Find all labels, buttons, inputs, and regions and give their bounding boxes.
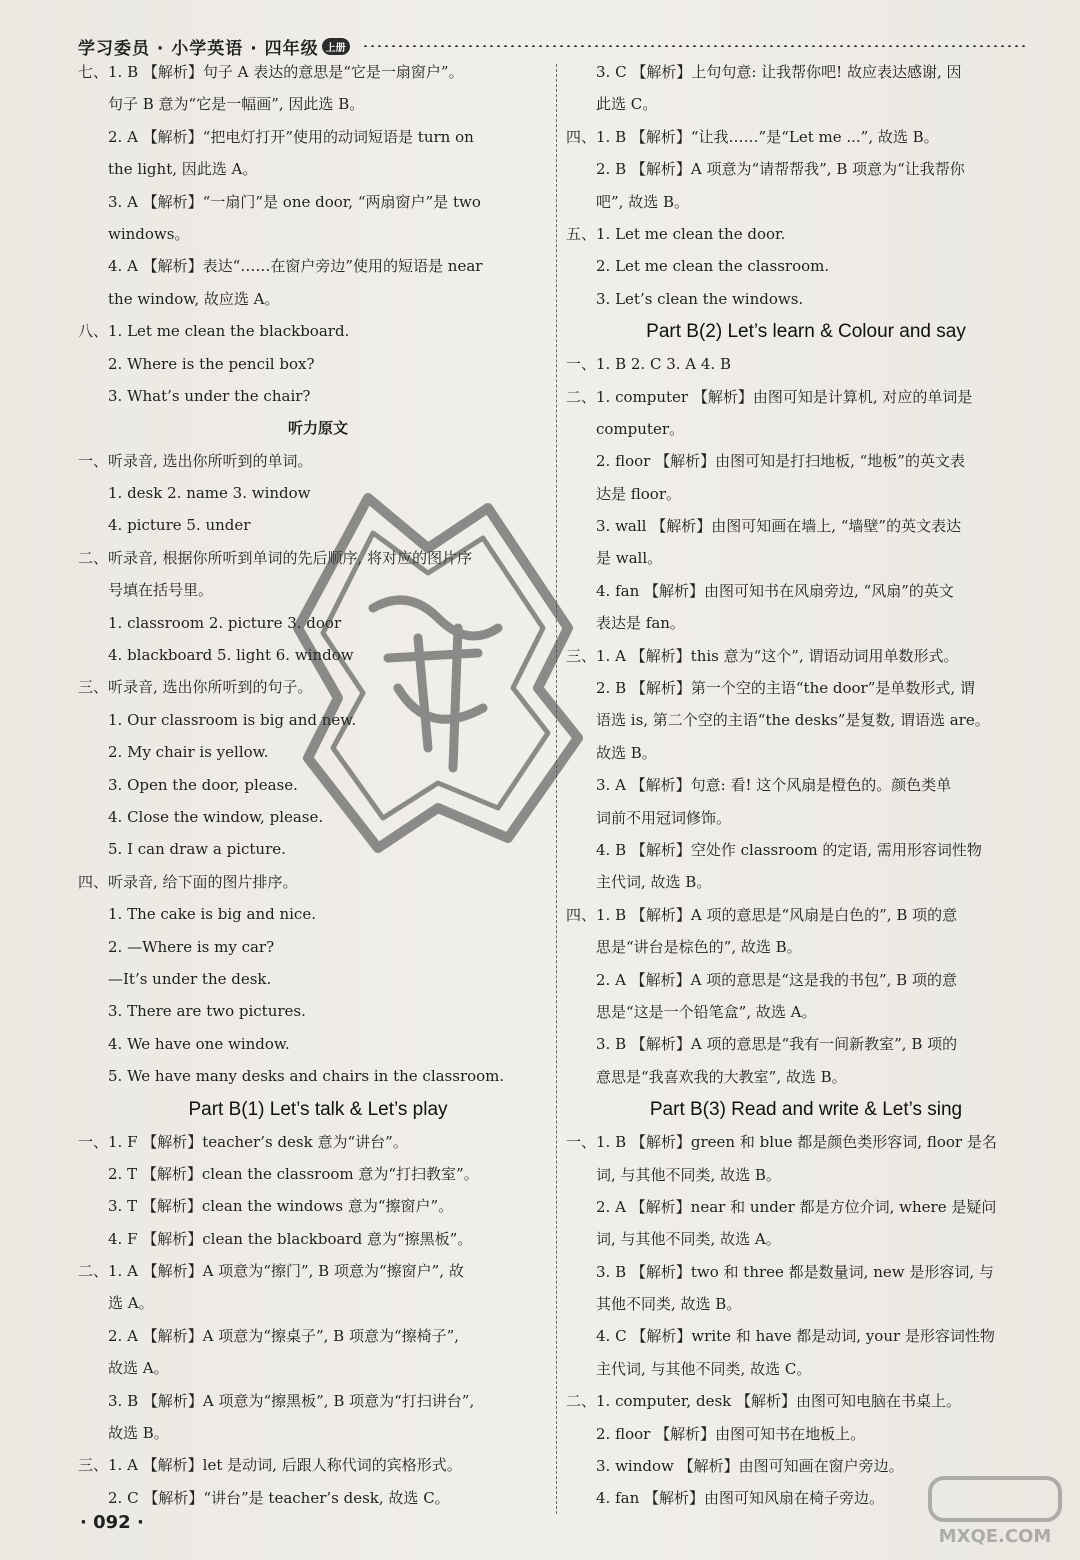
answer-line: 表达是 fan。	[596, 614, 685, 633]
answer-line: 4. blackboard 5. light 6. window	[108, 646, 354, 665]
answer-line: 4. picture 5. under	[108, 516, 251, 535]
answer-line: 吧”, 故选 B。	[596, 192, 689, 211]
answer-line: 是 wall。	[596, 549, 663, 568]
answer-line: 3. wall 【解析】由图可知画在墙上, “墙壁”的英文表达	[596, 517, 962, 536]
answer-line: 3. T 【解析】clean the windows 意为“擦窗户”。	[108, 1197, 454, 1216]
answer-line: 2. A 【解析】“把电灯打开”使用的动词短语是 turn on	[108, 127, 474, 146]
answer-line: 句子 B 意为“它是一幅画”, 因此选 B。	[108, 95, 365, 114]
answer-line: 3. B 【解析】A 项意为“擦黑板”, B 项意为“打扫讲台”,	[108, 1391, 475, 1410]
answer-line: 其他不同类, 故选 B。	[596, 1295, 742, 1314]
answer-line: 4. fan 【解析】由图可知书在风扇旁边, “风扇”的英文	[596, 581, 954, 600]
answer-line: 思是“讲台是棕色的”, 故选 B。	[596, 938, 802, 957]
answer-line: 4. We have one window.	[108, 1034, 290, 1053]
answer-line: 四、1. B 【解析】“让我……”是“Let me ...”, 故选 B。	[566, 127, 939, 146]
answer-line: 3. window 【解析】由图可知画在窗户旁边。	[596, 1457, 904, 1476]
answer-line: 三、1. A 【解析】this 意为“这个”, 谓语动词用单数形式。	[566, 646, 959, 665]
answer-line: 2. floor 【解析】由图可知是打扫地板, “地板”的英文表	[596, 452, 965, 471]
answer-line: 故选 B。	[596, 743, 657, 762]
header-dotted-rule	[362, 45, 1028, 47]
answer-line: 词, 与其他不同类, 故选 B。	[596, 1165, 781, 1184]
answer-line: 意思是“我喜欢我的大教室”, 故选 B。	[596, 1067, 847, 1086]
answer-line: 选 A。	[108, 1294, 154, 1313]
answer-line: 词, 与其他不同类, 故选 A。	[596, 1230, 781, 1249]
answer-line: 三、1. A 【解析】let 是动词, 后跟人称代词的宾格形式。	[78, 1456, 462, 1475]
answer-line: 3. A 【解析】句意: 看! 这个风扇是橙色的。颜色类单	[596, 776, 952, 795]
answer-line: 语选 is, 第二个空的主语“the desks”是复数, 谓语选 are。	[596, 711, 990, 730]
section-heading: Part B(1) Let’s talk & Let’s play	[188, 1098, 448, 1120]
answer-line: 4. C 【解析】write 和 have 都是动词, your 是形容词性物	[596, 1327, 995, 1346]
answer-line: 一、1. B 2. C 3. A 4. B	[566, 355, 731, 374]
watermark-text: MXQE.COM	[938, 1526, 1052, 1547]
header-title: 学习委员 · 小学英语 · 四年级	[78, 38, 319, 59]
answer-line: 3. There are two pictures.	[108, 1002, 306, 1021]
answer-line: 一、1. B 【解析】green 和 blue 都是颜色类形容词, floor 是名	[566, 1133, 997, 1152]
right-column	[566, 56, 1046, 1515]
answer-line: 4. A 【解析】表达“……在窗户旁边”使用的短语是 near	[108, 257, 483, 276]
answer-line: 4. B 【解析】空处作 classroom 的定语, 需用形容词性物	[596, 840, 982, 859]
answer-line: 2. B 【解析】A 项意为“请帮帮我”, B 项意为“让我帮你	[596, 160, 965, 179]
answer-line: 四、1. B 【解析】A 项的意思是“风扇是白色的”, B 项的意	[566, 905, 958, 924]
answer-line: 2. —Where is my car?	[108, 937, 275, 956]
answer-line: 4. F 【解析】clean the blackboard 意为“擦黑板”。	[108, 1229, 473, 1248]
answer-line: 此选 C。	[596, 95, 658, 114]
answer-line: 号填在括号里。	[108, 581, 214, 600]
answer-line: 2. Let me clean the classroom.	[596, 257, 830, 276]
answer-line: 2. A 【解析】A 项的意思是“这是我的书包”, B 项的意	[596, 970, 957, 989]
answer-line: 3. B 【解析】A 项的意思是“我有一间新教室”, B 项的	[596, 1035, 958, 1054]
answer-line: 2. T 【解析】clean the classroom 意为“打扫教室”。	[108, 1164, 479, 1183]
answer-line: windows。	[108, 224, 190, 243]
answer-line: 3. A 【解析】“一扇门”是 one door, “两扇窗户”是 two	[108, 192, 481, 211]
answer-line: 3. Open the door, please.	[108, 775, 298, 794]
listening-heading: 听力原文	[287, 419, 348, 438]
answer-line: —It’s under the desk.	[108, 969, 272, 988]
answer-line: computer。	[596, 419, 684, 438]
ink-stamp	[278, 478, 588, 858]
answer-line: 1. classroom 2. picture 3. door	[108, 613, 342, 632]
answer-line: 故选 A。	[108, 1359, 169, 1378]
answer-line: 主代词, 与其他不同类, 故选 C。	[596, 1359, 812, 1378]
section-heading: Part B(3) Read and write & Let’s sing	[649, 1099, 963, 1121]
answer-line: 3. B 【解析】two 和 three 都是数量词, new 是形容词, 与	[596, 1262, 994, 1281]
grade-badge: 上册	[322, 38, 350, 55]
answer-line: 1. Our classroom is big and new.	[108, 710, 357, 729]
answer-line: 三、听录音, 选出你所听到的句子。	[78, 678, 313, 697]
answer-line: 二、1. computer, desk 【解析】由图可知电脑在书桌上。	[566, 1392, 961, 1411]
answer-line: 词前不用冠词修饰。	[596, 808, 732, 827]
answer-line: 四、听录音, 给下面的图片排序。	[78, 872, 298, 891]
answer-line: 二、听录音, 根据你所听到单词的先后顺序, 将对应的图片序	[78, 548, 473, 567]
answer-line: 主代词, 故选 B。	[596, 873, 712, 892]
section-heading: Part B(2) Let’s learn & Colour and say	[646, 321, 966, 343]
answer-line: the window, 故应选 A。	[108, 289, 280, 308]
answer-line: 3. Let’s clean the windows.	[596, 289, 804, 308]
answer-line: 2. A 【解析】A 项意为“擦桌子”, B 项意为“擦椅子”,	[108, 1326, 460, 1345]
answer-line: 五、1. Let me clean the door.	[566, 224, 786, 243]
answer-line: 2. My chair is yellow.	[108, 743, 269, 762]
answer-line: 二、1. A 【解析】A 项意为“擦门”, B 项意为“擦窗户”, 故	[78, 1262, 464, 1281]
answer-line: 2. C 【解析】“讲台”是 teacher’s desk, 故选 C。	[108, 1488, 450, 1507]
answer-line: 二、1. computer 【解析】由图可知是计算机, 对应的单词是	[566, 387, 973, 406]
answer-line: 一、听录音, 选出你所听到的单词。	[78, 451, 313, 470]
answer-line: 3. What’s under the chair?	[108, 386, 311, 405]
answer-line: 5. I can draw a picture.	[108, 840, 286, 859]
answer-line: 1. The cake is big and nice.	[108, 905, 316, 924]
answer-line: 4. fan 【解析】由图可知风扇在椅子旁边。	[596, 1489, 885, 1508]
page-number: · 092 ·	[80, 1512, 144, 1533]
answer-line: 一、1. F 【解析】teacher’s desk 意为“讲台”。	[78, 1132, 408, 1151]
answer-line: 2. Where is the pencil box?	[108, 354, 315, 373]
answer-line: 故选 B。	[108, 1424, 169, 1443]
watermark-logo	[920, 1470, 1070, 1550]
answer-line: the light, 因此选 A。	[108, 160, 258, 179]
answer-line: 1. desk 2. name 3. window	[108, 484, 311, 503]
answer-line: 5. We have many desks and chairs in the classroom.	[108, 1067, 505, 1086]
answer-line: 八、1. Let me clean the blackboard.	[78, 322, 350, 341]
answer-line: 2. B 【解析】第一个空的主语“the door”是单数形式, 谓	[596, 679, 975, 698]
answer-line: 七、1. B 【解析】句子 A 表达的意思是“它是一扇窗户”。	[78, 63, 464, 81]
answer-line: 2. floor 【解析】由图可知书在地板上。	[596, 1424, 866, 1443]
answer-line: 思是“这是一个铅笔盒”, 故选 A。	[596, 1002, 817, 1021]
answer-line: 2. A 【解析】near 和 under 都是方位介词, where 是疑问	[596, 1197, 997, 1216]
answer-line: 3. C 【解析】上句句意: 让我帮你吧! 故应表达感谢, 因	[596, 63, 962, 81]
answer-line: 4. Close the window, please.	[108, 807, 324, 826]
answer-line: 达是 floor。	[596, 484, 682, 503]
